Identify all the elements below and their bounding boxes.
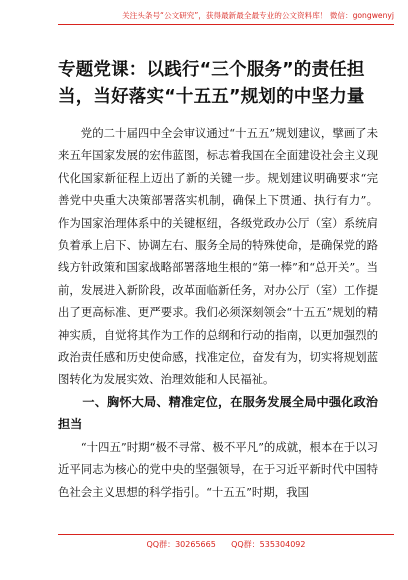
document-title: 专题党课：以践行“三个服务”的责任担当，当好落实“十五五”规划的中坚力量 — [58, 60, 365, 107]
intro-paragraph: 党的二十届四中全会审议通过“十五五”规划建议，擘画了未来五年国家发展的宏伟蓝图，标志着我国在全面建设社会主义现代化国家新征程上迈出了新的关键一步。规划建议明确要求“完善党中央重大决策部署落实机制，确保上下贯通、执行有力”。作为国家治理体系中的关键枢纽，各级党政办公厅（室）系统肩负着承上启下、协调左右、服务全局的特殊使命，是确保党的路线方针政策和国家战略部署落地生根的“第一棒”和“总开关”。当前，发展进入新阶段，改革面临新任务，对办公厅（室）工作提出了更高标准、更严要求。我们必须深刻领会“十五五”规划的精神实质，自觉将其作为工作的总纲和行动的指南，以更加强烈的政治责任感和历史使命感，找准定位，奋发有为，切实将规划蓝图转化为发展实效、治理效能和人民福祉。 — [58, 126, 378, 387]
document-body — [58, 122, 378, 503]
footer-divider — [58, 534, 394, 535]
header-banner: 关注头条号“公文研究”，获得最新最全最专业的公文资料库！ 微信：gongwenyj — [122, 11, 394, 20]
header-divider — [58, 24, 394, 25]
section-heading: 一、胸怀大局、精准定位，在服务发展全局中强化政治担当 — [58, 394, 378, 432]
body-paragraph: “十四五”时期“极不寻常、极不平凡”的成就，根本在于以习近平同志为核心的党中央的坚强领导，在于习近平新时代中国特色社会主义思想的科学指引。“十五五”时期，我国 — [58, 439, 378, 499]
footer-contact: QQ群：30265665 QQ群：535304092 — [146, 540, 306, 549]
